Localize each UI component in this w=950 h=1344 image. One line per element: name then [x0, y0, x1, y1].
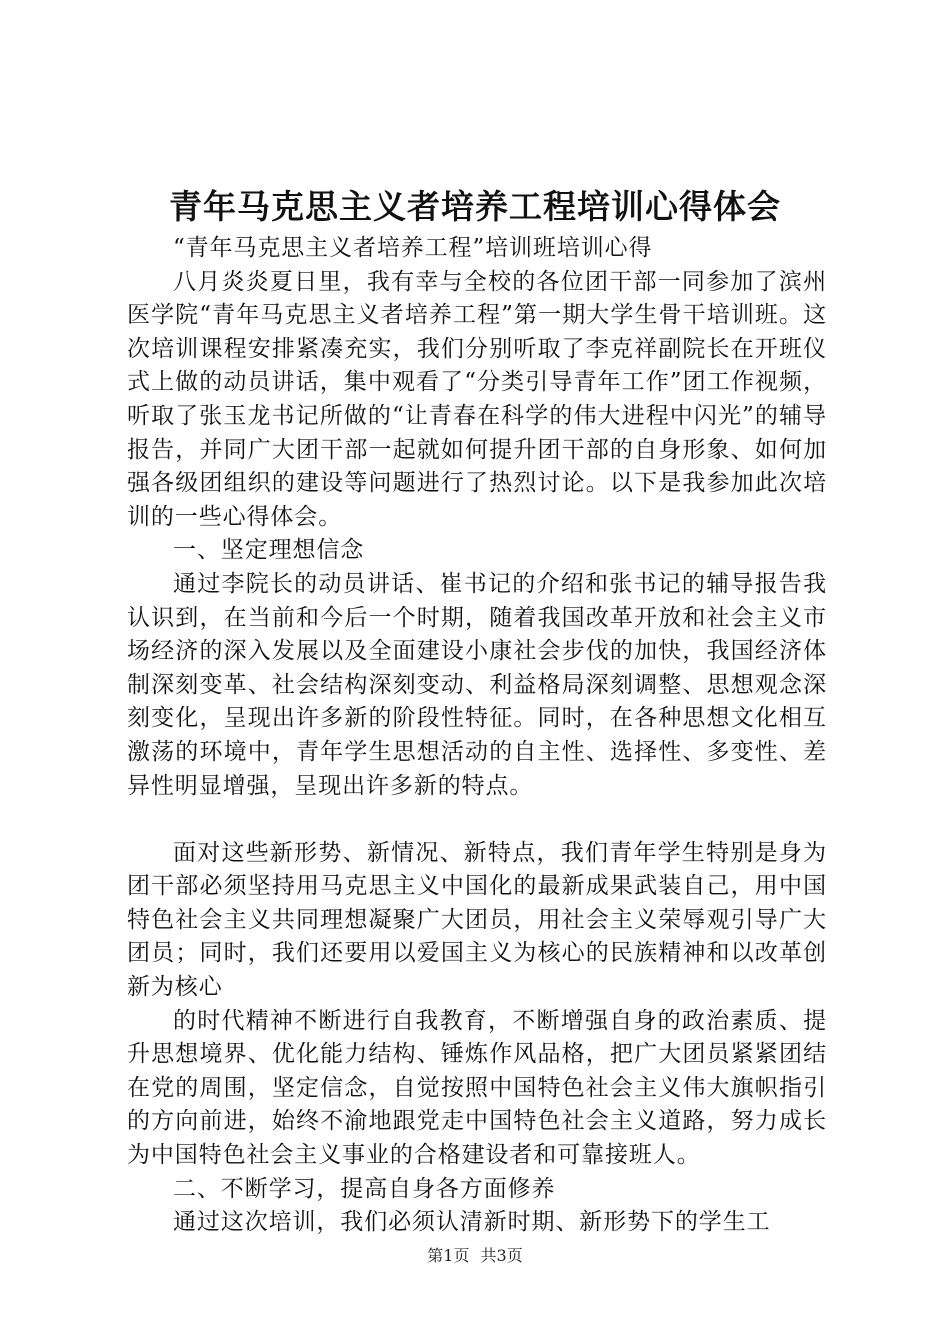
- intro-paragraph: 八月炎炎夏日里，我有幸与全校的各位团干部一同参加了滨州医学院“青年马克思主义者培养工程”第一期大学生骨干培训班。这次培训课程安排紧凑充实，我们分别听取了李克祥副院长在开班仪式上做的动员讲话，集中观看了“分类引导青年工作”团工作视频，听取了张玉龙书记所做的“让青春在科学的伟大进程中闪光”的辅导报告，并同广大团干部一起就如何提升团干部的自身形象、如何加强各级团组织的建设等问题进行了热烈讨论。以下是我参加此次培训的一些心得体会。: [127, 268, 827, 530]
- body-paragraph: 通过这次培训，我们必须认清新时期、新形势下的学生工: [173, 1209, 771, 1236]
- page-number: 第1页: [427, 1246, 470, 1265]
- body-paragraph: 通过李院长的动员讲话、崔书记的介绍和张书记的辅导报告我认识到，在当前和今后一个时期，随着我国改革开放和社会主义市场经济的深入发展以及全面建设小康社会步伐的加快，我国经济体制深刻变革、社会结构深刻变动、利益格局深刻调整、思想观念深刻变化，呈现出许多新的阶段性特征。同时，在各种思想文化相互激荡的环境中，青年学生思想活动的自主性、选择性、多变性、差异性明显增强，呈现出许多新的特点。: [127, 570, 827, 799]
- section-heading-1: 一、坚定理想信念: [173, 537, 365, 564]
- document-title: 青年马克思主义者培养工程培训心得体会: [169, 187, 781, 226]
- page-footer: [0, 1245, 950, 1267]
- page-total: 共3页: [480, 1246, 523, 1265]
- document-body: [127, 232, 827, 1240]
- section-heading-2: 二、不断学习，提高自身各方面修养: [173, 1175, 556, 1202]
- subtitle-paragraph: “青年马克思主义者培养工程”培训班培训心得: [173, 235, 653, 261]
- blank-line: [127, 803, 827, 837]
- body-paragraph: 的时代精神不断进行自我教育，不断增强自身的政治素质、提升思想境界、优化能力结构、锤炼作风品格，把广大团员紧紧团结在党的周围，坚定信念，自觉按照中国特色社会主义伟大旗帜指引的方向前进，始终不渝地跟党走中国特色社会主义道路，努力成长为中国特色社会主义事业的合格建设者和可靠接班人。: [127, 1007, 827, 1169]
- body-paragraph: 面对这些新形势、新情况、新特点，我们青年学生特别是身为团干部必须坚持用马克思主义中国化的最新成果武装自己，用中国特色社会主义共同理想凝聚广大团员，用社会主义荣辱观引导广大团员；同时，我们还要用以爱国主义为核心的民族精神和以改革创新为核心: [127, 839, 827, 1001]
